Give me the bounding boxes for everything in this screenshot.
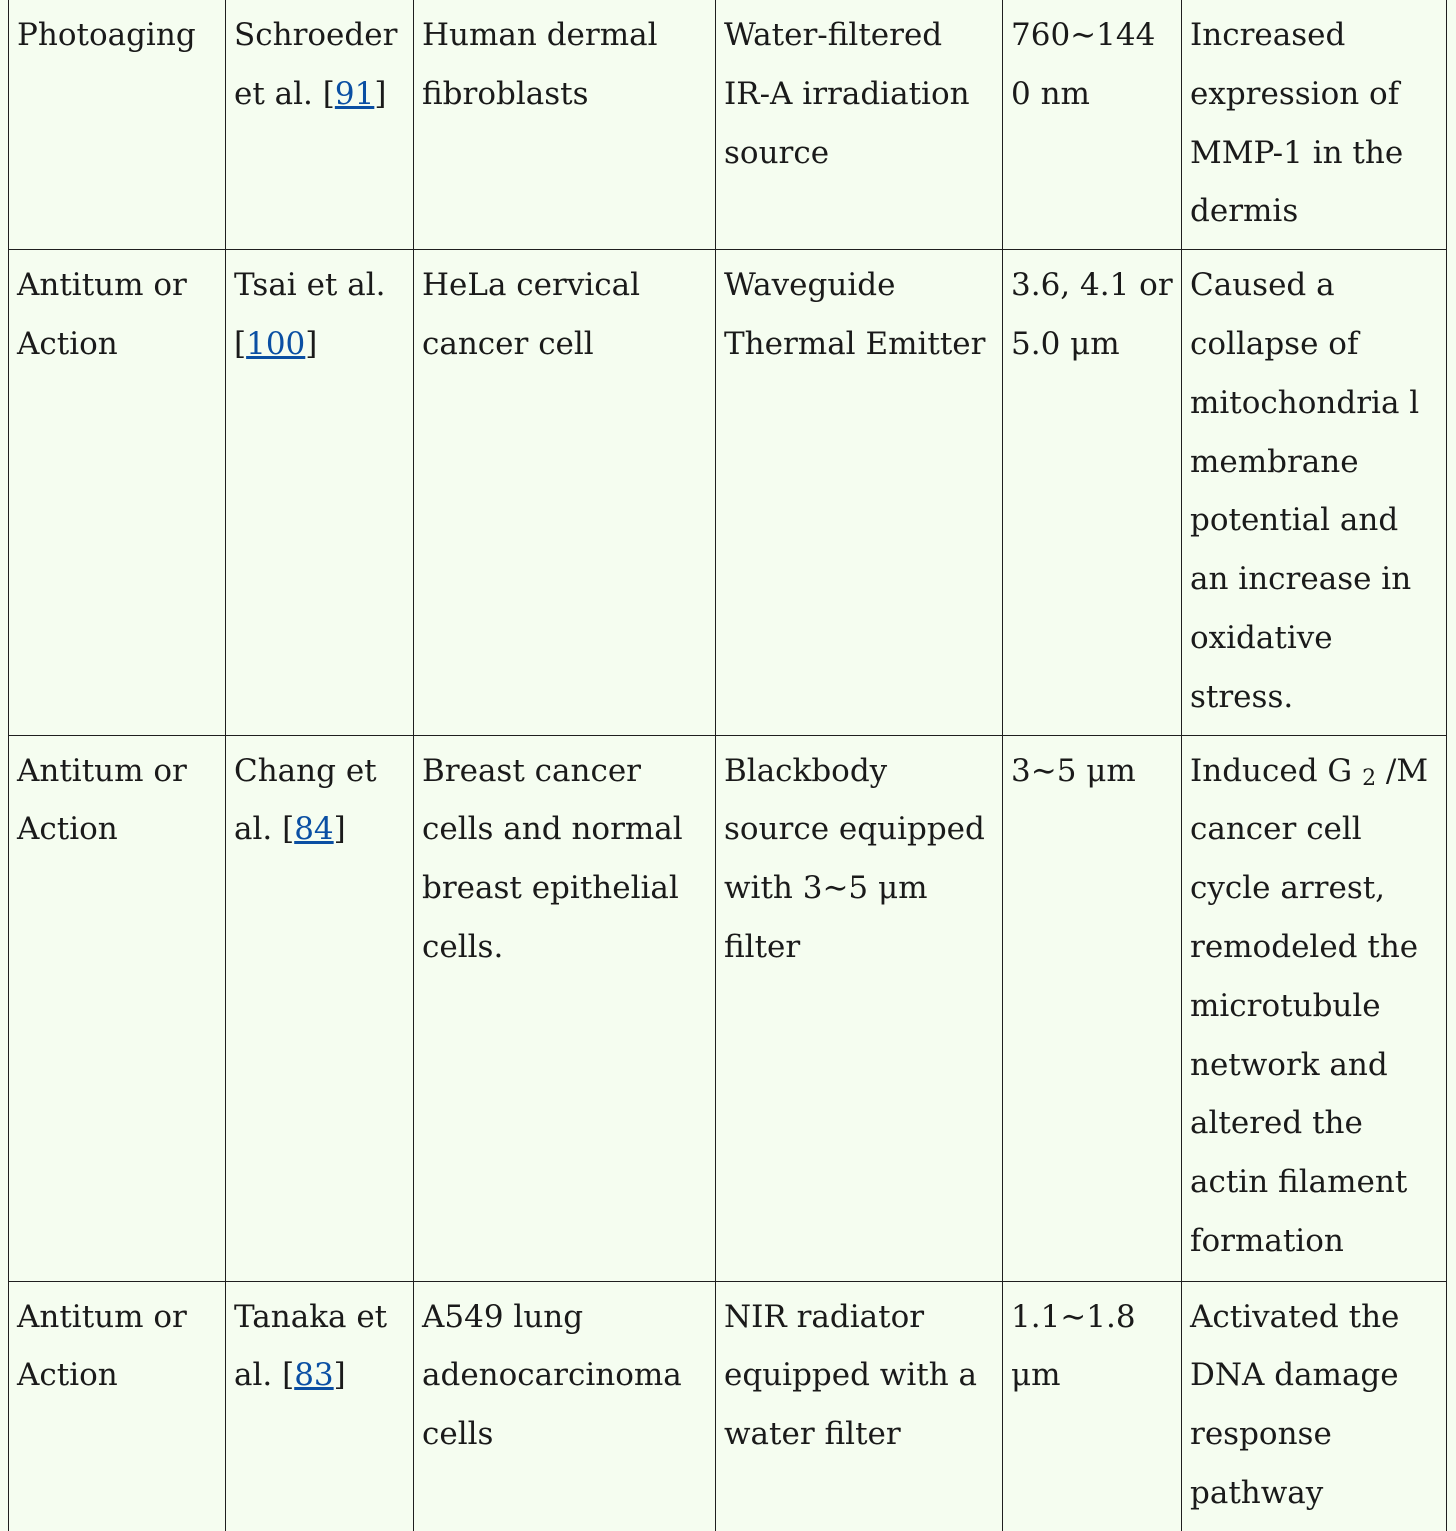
category-cell: Antitum or Action — [9, 1281, 226, 1531]
study-table — [8, 0, 1447, 1531]
outcome-cell: Caused a collapse of mitochondria l membrane potential and an increase in oxidative stress. — [1182, 250, 1447, 735]
cells-cell: A549 lung adenocarcinoma cells — [414, 1281, 716, 1531]
category-cell: Antitum or Action — [9, 735, 226, 1281]
outcome-cell: Activated the DNA damage response pathway — [1182, 1281, 1447, 1531]
cells-cell: HeLa cervical cancer cell — [414, 250, 716, 735]
cells-cell: Human dermal fibroblasts — [414, 0, 716, 250]
reference-link[interactable]: 91 — [334, 75, 375, 112]
wavelength-cell: 760∼1440 nm — [1003, 0, 1182, 250]
outcome-cell: Increased expression of MMP-1 in the dermis — [1182, 0, 1447, 250]
source-cell: Water-filtered IR-A irradiation source — [716, 0, 1003, 250]
source-cell: NIR radiator equipped with a water filter — [716, 1281, 1003, 1531]
table-row — [9, 250, 1447, 735]
wavelength-cell: 3.6, 4.1 or 5.0 μm — [1003, 250, 1182, 735]
table-row — [9, 735, 1447, 1281]
author-cell: Tanaka et al. [83] — [226, 1281, 414, 1531]
category-cell: Antitum or Action — [9, 250, 226, 735]
reference-link[interactable]: 84 — [294, 811, 334, 848]
cells-cell: Breast cancer cells and normal breast epithelial cells. — [414, 735, 716, 1281]
source-cell: Blackbody source equipped with 3∼5 μm filter — [716, 735, 1003, 1281]
reference-link[interactable]: 100 — [246, 325, 306, 362]
source-cell: Waveguide Thermal Emitter — [716, 250, 1003, 735]
wavelength-cell: 1.1∼1.8 μm — [1003, 1281, 1182, 1531]
outcome-cell: Induced G $_2$ /M cancer cell cycle arrest, remodeled the microtubule network and altered the actin filament formation — [1182, 735, 1447, 1281]
category-cell: Photoaging — [9, 0, 226, 250]
author-cell: Chang et al. [84] — [226, 735, 414, 1281]
author-cell: Tsai et al. [100] — [226, 250, 414, 735]
author-cell: Schroeder et al. [91] — [226, 0, 414, 250]
reference-link[interactable]: 83 — [294, 1357, 334, 1394]
table-row — [9, 0, 1447, 250]
subscript: 2 — [1362, 765, 1377, 791]
wavelength-cell: 3∼5 μm — [1003, 735, 1182, 1281]
table-row — [9, 1281, 1447, 1531]
